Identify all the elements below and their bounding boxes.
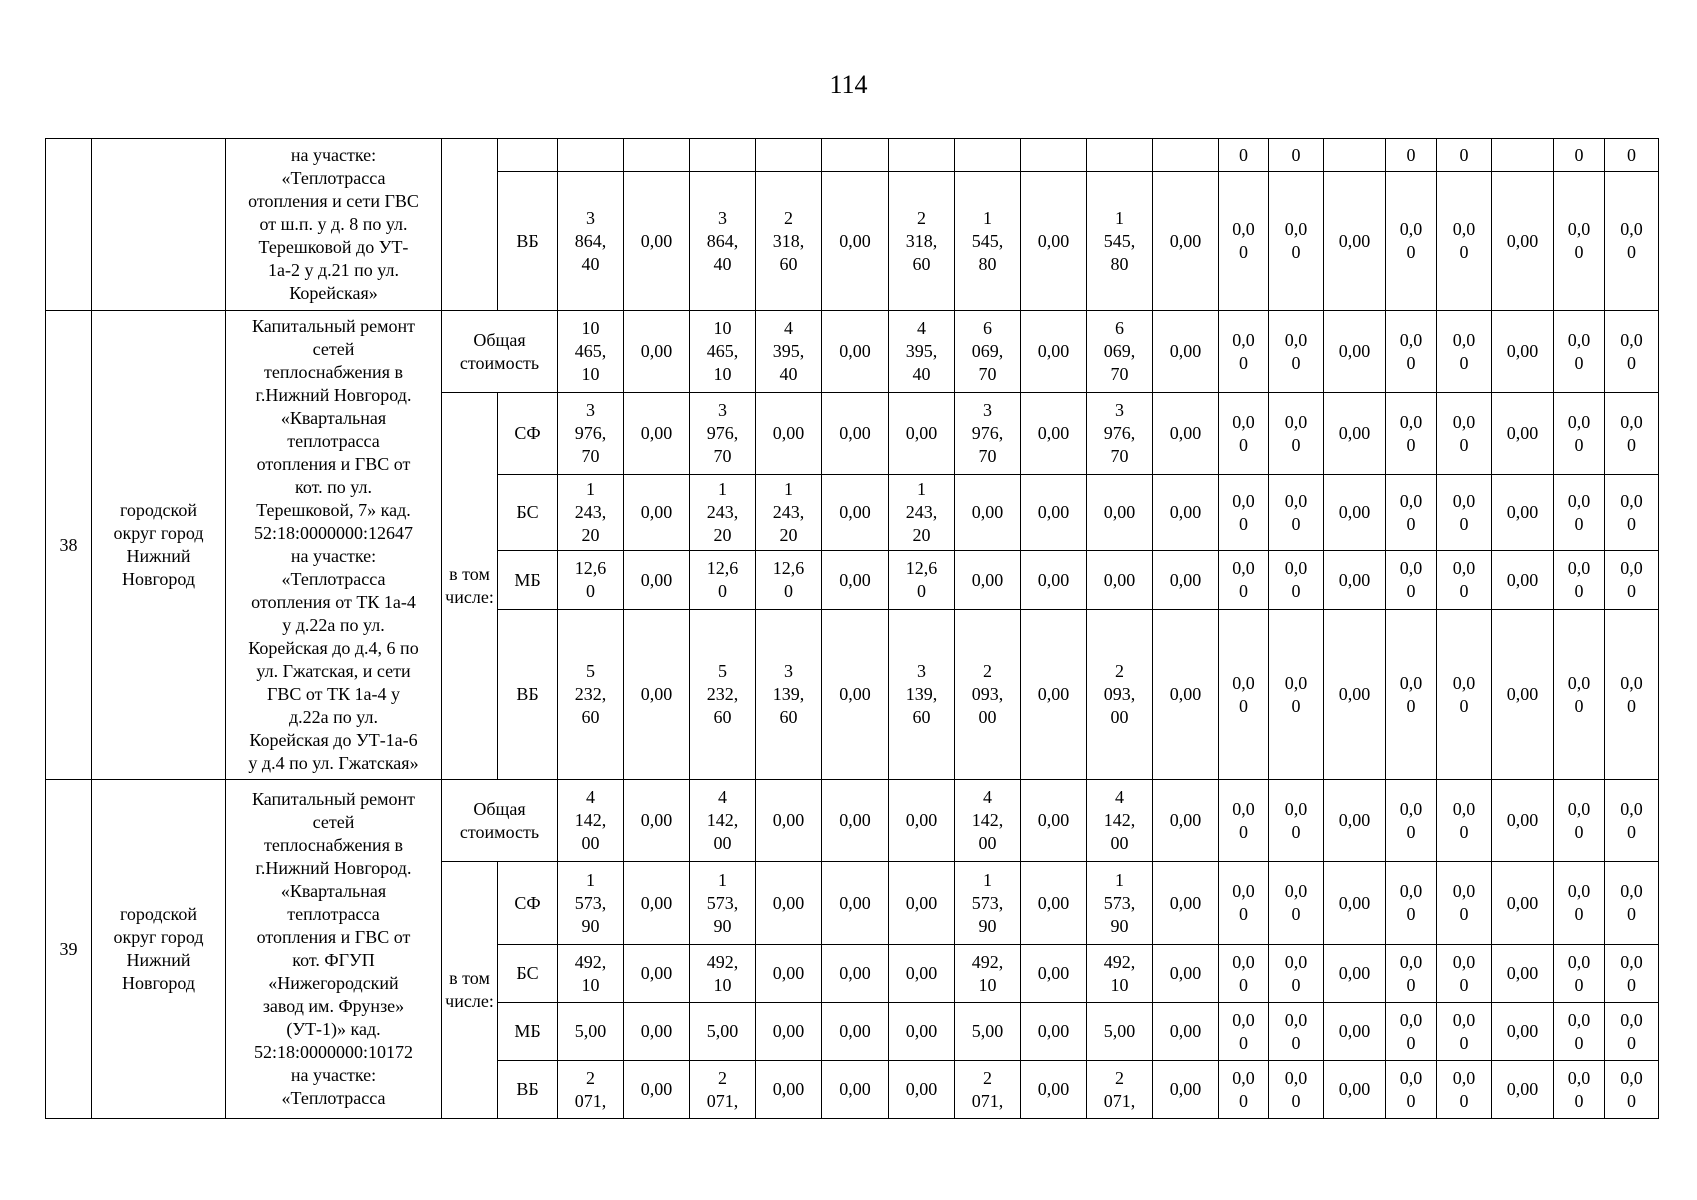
value-cell: 0,0 0 [1554,172,1605,311]
value-cell: 0,0 0 [1605,610,1659,780]
value-cell: 0,0 0 [1386,311,1437,393]
value-cell: 0,0 0 [1219,475,1269,551]
value-cell: 0,00 [1324,551,1386,610]
value-cell: 1 243, 20 [558,475,624,551]
territory-cell [92,139,226,311]
value-cell: 0,00 [1021,862,1087,945]
value-cell: 3 864, 40 [558,172,624,311]
value-cell [756,139,822,172]
value-cell: 0,0 0 [1269,945,1324,1003]
value-cell [558,139,624,172]
value-cell: 0,0 0 [1269,862,1324,945]
value-cell: 6 069, 70 [955,311,1021,393]
territory-cell: городской округ город Нижний Новгород [92,311,226,780]
value-cell: 0,00 [1324,393,1386,475]
value-cell: 0,0 0 [1219,172,1269,311]
table-row [46,780,1659,862]
value-cell: 0,0 0 [1437,551,1492,610]
value-cell: 0,00 [1021,1003,1087,1061]
value-cell: 0,00 [822,551,889,610]
value-cell: 0,0 0 [1386,1061,1437,1119]
budget-table [45,138,1659,1119]
value-cell: 0,00 [822,945,889,1003]
value-cell: 5 232, 60 [558,610,624,780]
value-cell: 0 [1605,139,1659,172]
value-cell: 0,00 [822,172,889,311]
value-cell: 0,00 [889,1061,955,1119]
value-cell: 0,00 [1492,1061,1554,1119]
source-label-cell [498,139,558,172]
value-cell: 0,0 0 [1605,311,1659,393]
value-cell: 0,0 0 [1219,1061,1269,1119]
value-cell: 0,00 [624,862,690,945]
value-cell: 0,0 0 [1269,551,1324,610]
value-cell: 0,0 0 [1554,311,1605,393]
value-cell: 0,00 [756,393,822,475]
value-cell: 0,00 [624,393,690,475]
source-label-cell: МБ [498,1003,558,1061]
value-cell: 0,0 0 [1269,393,1324,475]
value-cell: 0,0 0 [1554,610,1605,780]
value-cell: 0,00 [756,1061,822,1119]
value-cell: 0,0 0 [1269,311,1324,393]
value-cell: 0,00 [1492,475,1554,551]
value-cell: 0,0 0 [1219,945,1269,1003]
num-cell [46,139,92,311]
value-cell: 0,00 [1492,862,1554,945]
value-cell: 0,0 0 [1219,311,1269,393]
value-cell: 12,6 0 [558,551,624,610]
value-cell: 0,0 0 [1554,1061,1605,1119]
value-cell: 0,00 [822,610,889,780]
value-cell: 0,0 0 [1437,475,1492,551]
value-cell: 0,00 [1021,393,1087,475]
value-cell: 5,00 [955,1003,1021,1061]
value-cell: 0,0 0 [1605,551,1659,610]
value-cell: 0,00 [1153,1061,1219,1119]
value-cell: 0,00 [756,780,822,862]
value-cell: 0,0 0 [1605,1003,1659,1061]
value-cell: 0,0 0 [1219,610,1269,780]
value-cell: 0,00 [822,1003,889,1061]
value-cell: 0,0 0 [1554,945,1605,1003]
value-cell: 0,00 [624,1003,690,1061]
value-cell: 0,0 0 [1269,172,1324,311]
value-cell: 0,0 0 [1554,393,1605,475]
value-cell: 0,00 [1324,862,1386,945]
value-cell: 0,0 0 [1269,475,1324,551]
value-cell: 0,00 [1153,393,1219,475]
value-cell: 1 243, 20 [756,475,822,551]
value-cell: 0,0 0 [1605,475,1659,551]
value-cell: 0,00 [822,393,889,475]
value-cell: 12,6 0 [756,551,822,610]
value-cell: 492, 10 [955,945,1021,1003]
value-cell: 0,0 0 [1386,862,1437,945]
value-cell: 0,0 0 [1386,475,1437,551]
value-cell: 0,00 [1021,610,1087,780]
value-cell: 0,0 0 [1386,610,1437,780]
value-cell: 0,00 [822,1061,889,1119]
description-cell: Капитальный ремонт сетей теплоснабжения в г.Нижний Новгород. «Квартальная теплотрасса отопления и ГВС от кот. ФГУП «Нижегородский завод им. Фрунзе» (УТ-1)» кад. 52:18:0000000:10172 на участке: «Теплотрасса [226,780,442,1119]
value-cell: 10 465, 10 [690,311,756,393]
value-cell: 0,00 [1021,311,1087,393]
value-cell: 0 [1269,139,1324,172]
value-cell: 0,00 [1021,551,1087,610]
value-cell: 5,00 [558,1003,624,1061]
value-cell: 0,00 [889,945,955,1003]
value-cell: 1 573, 90 [955,862,1021,945]
value-cell: 5,00 [690,1003,756,1061]
value-cell: 0,00 [889,780,955,862]
table-row [46,311,1659,393]
value-cell: 0,0 0 [1219,1003,1269,1061]
value-cell: 4 142, 00 [558,780,624,862]
value-cell [1153,139,1219,172]
value-cell: 4 142, 00 [955,780,1021,862]
value-cell: 0,0 0 [1437,945,1492,1003]
value-cell: 0,00 [624,945,690,1003]
value-cell: 2 071, [955,1061,1021,1119]
value-cell: 5 232, 60 [690,610,756,780]
source-label-cell: БС [498,475,558,551]
value-cell: 0,00 [889,1003,955,1061]
value-cell: 1 573, 90 [1087,862,1153,945]
value-cell: 0,00 [1492,1003,1554,1061]
value-cell: 0,00 [1492,945,1554,1003]
page-number: 114 [829,70,868,99]
value-cell: 3 976, 70 [690,393,756,475]
value-cell [889,139,955,172]
value-cell: 0,00 [1153,780,1219,862]
value-cell: 0,0 0 [1219,780,1269,862]
value-cell: 0,00 [1324,311,1386,393]
value-cell: 0,0 0 [1386,551,1437,610]
value-cell: 0 [1219,139,1269,172]
value-cell: 0,00 [1324,610,1386,780]
value-cell: 1 545, 80 [955,172,1021,311]
value-cell: 0,0 0 [1269,610,1324,780]
source-label-cell: СФ [498,393,558,475]
value-cell [690,139,756,172]
value-cell: 0,00 [1492,610,1554,780]
value-cell: 492, 10 [1087,945,1153,1003]
value-cell [1087,139,1153,172]
value-cell: 0,0 0 [1437,1003,1492,1061]
value-cell: 0,00 [822,780,889,862]
value-cell: 3 864, 40 [690,172,756,311]
value-cell: 0,00 [822,311,889,393]
value-cell: 492, 10 [690,945,756,1003]
value-cell: 0 [1437,139,1492,172]
value-cell: 0,00 [822,862,889,945]
value-cell: 1 243, 20 [889,475,955,551]
value-cell: 0,00 [1153,475,1219,551]
value-cell: 3 139, 60 [889,610,955,780]
value-cell [1324,139,1386,172]
value-cell: 0,00 [1492,311,1554,393]
value-cell: 0,0 0 [1605,862,1659,945]
value-cell: 5,00 [1087,1003,1153,1061]
value-cell: 0,0 0 [1269,780,1324,862]
value-cell: 0,00 [1324,780,1386,862]
value-cell: 0,00 [955,475,1021,551]
value-cell: 4 142, 00 [690,780,756,862]
value-cell: 0,0 0 [1605,1061,1659,1119]
value-cell: 0,00 [889,393,955,475]
value-cell: 0,00 [889,862,955,945]
value-cell: 0,00 [1153,551,1219,610]
value-cell: 6 069, 70 [1087,311,1153,393]
value-cell: 0,00 [624,551,690,610]
value-cell: 0,00 [1021,1061,1087,1119]
value-cell: 0,0 0 [1386,945,1437,1003]
value-cell: 0,0 0 [1437,780,1492,862]
value-cell: 3 976, 70 [955,393,1021,475]
value-cell: 4 395, 40 [756,311,822,393]
source-label-cell: ВБ [498,610,558,780]
value-cell: 0,0 0 [1219,393,1269,475]
value-cell: 0,00 [1087,475,1153,551]
value-cell: 0,00 [624,780,690,862]
value-cell: 2 093, 00 [1087,610,1153,780]
value-cell: 0,00 [822,475,889,551]
value-cell: 0,00 [1153,311,1219,393]
value-cell: 0,00 [624,610,690,780]
value-cell: 0,0 0 [1437,172,1492,311]
value-cell: 1 243, 20 [690,475,756,551]
value-cell: 4 395, 40 [889,311,955,393]
value-cell: 0,0 0 [1554,1003,1605,1061]
value-cell: 0,00 [1324,475,1386,551]
value-cell: 0,00 [624,172,690,311]
value-cell: 0,00 [756,862,822,945]
value-cell: 0,00 [1153,945,1219,1003]
value-cell: 0,0 0 [1605,945,1659,1003]
value-cell: 1 573, 90 [558,862,624,945]
source-label-cell: СФ [498,862,558,945]
value-cell: 0,0 0 [1437,610,1492,780]
value-cell [624,139,690,172]
value-cell: 0,00 [1021,172,1087,311]
value-cell: 0 [1386,139,1437,172]
total-label-cell: Общая стоимость [442,311,558,393]
value-cell: 0,00 [1021,945,1087,1003]
including-cell-text: в том числе: [445,564,494,607]
value-cell: 0,0 0 [1386,393,1437,475]
value-cell [822,139,889,172]
value-cell: 0,00 [624,311,690,393]
value-cell: 2 071, [558,1061,624,1119]
source-label-cell: ВБ [498,1061,558,1119]
including-cell [442,393,498,780]
source-label-cell: БС [498,945,558,1003]
value-cell: 0 [1554,139,1605,172]
value-cell: 3 139, 60 [756,610,822,780]
value-cell: 0,0 0 [1269,1061,1324,1119]
value-cell [1492,139,1554,172]
value-cell: 10 465, 10 [558,311,624,393]
value-cell: 0,0 0 [1386,780,1437,862]
value-cell: 0,00 [756,945,822,1003]
value-cell: 0,0 0 [1437,1061,1492,1119]
value-cell: 0,00 [624,475,690,551]
value-cell: 0,0 0 [1554,475,1605,551]
source-label-cell: ВБ [498,172,558,311]
num-cell: 38 [46,311,92,780]
value-cell: 1 573, 90 [690,862,756,945]
value-cell: 0,00 [1492,172,1554,311]
value-cell: 12,6 0 [889,551,955,610]
value-cell: 1 545, 80 [1087,172,1153,311]
description-cell: Капитальный ремонт сетей теплоснабжения в г.Нижний Новгород. «Квартальная теплотрасса отопления и ГВС от кот. по ул. Терешковой, 7» кад. 52:18:0000000:12647 на участке: «Теплотрасса отопления от ТК 1а-4 у д.22а по ул. Корейская до д.4, 6 по ул. Гжатская, и сети ГВС от ТК 1а-4 у д.22а по ул. Корейская до УТ-1а-6 у д.4 по ул. Гжатская» [226,311,442,780]
value-cell: 0,00 [955,551,1021,610]
value-cell: 0,0 0 [1605,172,1659,311]
value-cell: 3 976, 70 [558,393,624,475]
value-cell: 0,00 [1492,780,1554,862]
including-cell [442,139,498,311]
value-cell: 492, 10 [558,945,624,1003]
value-cell: 2 071, [690,1061,756,1119]
value-cell: 0,00 [756,1003,822,1061]
value-cell: 0,0 0 [1554,780,1605,862]
value-cell: 4 142, 00 [1087,780,1153,862]
value-cell: 0,00 [1153,862,1219,945]
value-cell: 0,00 [1492,393,1554,475]
value-cell: 0,0 0 [1437,393,1492,475]
table-row [46,139,1659,172]
total-label-cell: Общая стоимость [442,780,558,862]
value-cell: 0,00 [1324,945,1386,1003]
value-cell: 0,0 0 [1437,862,1492,945]
value-cell: 2 318, 60 [756,172,822,311]
value-cell: 0,00 [1153,610,1219,780]
value-cell [955,139,1021,172]
including-cell-text: в том числе: [445,968,494,1011]
value-cell: 0,00 [1324,1061,1386,1119]
source-label-cell: МБ [498,551,558,610]
value-cell: 0,0 0 [1269,1003,1324,1061]
value-cell: 0,00 [1492,551,1554,610]
value-cell: 0,00 [1153,172,1219,311]
value-cell: 0,00 [1153,1003,1219,1061]
value-cell: 0,00 [1324,172,1386,311]
territory-cell: городской округ город Нижний Новгород [92,780,226,1119]
value-cell: 0,00 [1021,780,1087,862]
value-cell: 0,0 0 [1605,780,1659,862]
value-cell: 2 318, 60 [889,172,955,311]
num-cell: 39 [46,780,92,1119]
value-cell: 0,0 0 [1219,551,1269,610]
value-cell: 0,00 [624,1061,690,1119]
value-cell: 3 976, 70 [1087,393,1153,475]
description-cell: на участке: «Теплотрасса отопления и сети ГВС от ш.п. у д. 8 по ул. Терешковой до УТ- 1а-2 у д.21 по ул. Корейская» [226,139,442,311]
value-cell: 0,00 [1087,551,1153,610]
value-cell: 0,00 [1324,1003,1386,1061]
including-cell [442,862,498,1119]
value-cell: 0,00 [1021,475,1087,551]
value-cell: 2 093, 00 [955,610,1021,780]
value-cell: 0,0 0 [1554,862,1605,945]
value-cell: 0,0 0 [1554,551,1605,610]
value-cell: 0,0 0 [1219,862,1269,945]
value-cell: 0,0 0 [1437,311,1492,393]
value-cell: 2 071, [1087,1061,1153,1119]
value-cell: 0,0 0 [1386,1003,1437,1061]
value-cell: 0,0 0 [1386,172,1437,311]
value-cell: 12,6 0 [690,551,756,610]
value-cell: 0,0 0 [1605,393,1659,475]
value-cell [1021,139,1087,172]
